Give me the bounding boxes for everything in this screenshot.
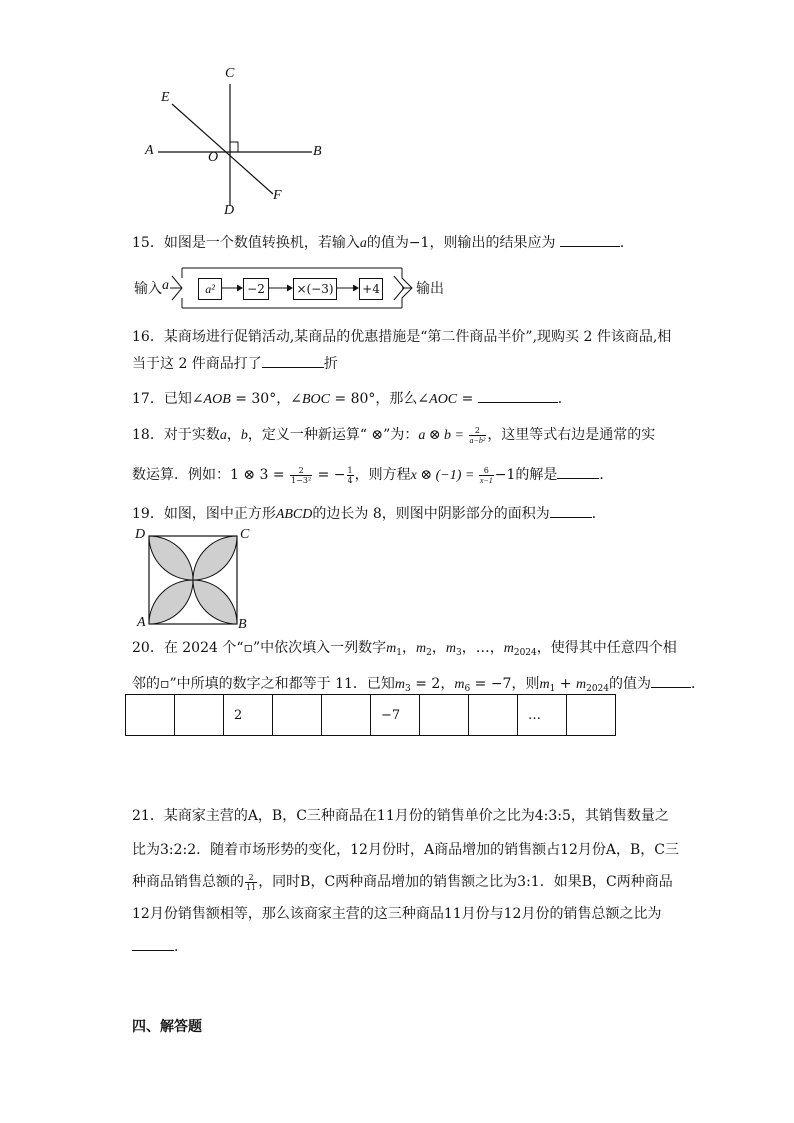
q21-fraction: $\frac{2}{11}$: [246, 872, 257, 892]
sequence-cell: [322, 695, 371, 736]
label-D-square: D: [135, 527, 146, 542]
machine-input-label: 输入: [134, 281, 162, 297]
q15-answer-blank: [560, 232, 620, 247]
step-times-neg3: ×(−3): [293, 278, 337, 300]
q18-example-fraction: $\frac{2}{\text{1−3²}}$: [291, 465, 312, 485]
line-EF: [172, 104, 273, 194]
q17-answer-blank: [478, 388, 558, 403]
q19-answer-blank: [550, 503, 592, 518]
sequence-cell: 2: [224, 695, 273, 736]
question-18: 18．对于实数a，b，定义一种新运算“ ⊗”为：a ⊗ b = $\frac{2}{\text{a−b²}}$ ，这里等式右边是通常的实 数运算．例如：1 ⊗ 3 = $\frac{2}{\text{1−3²}}$ = − $\frac{1}{4}$ ，则方程x ⊗ (−1) = $\frac{6}{x-1}$ −1的解是 ．: [132, 425, 656, 485]
sequence-cell: [273, 695, 322, 736]
question-17: 17．已知∠AOB = 30°，∠BOC = 80°，那么∠AOC = ．: [132, 388, 672, 410]
q18-equation-fraction: $\frac{6}{x-1}$: [479, 465, 493, 485]
sequence-cell: [126, 695, 175, 736]
machine-output-label: 输出: [416, 281, 444, 297]
label-D: D: [224, 203, 235, 218]
q15-number: 15: [132, 235, 150, 251]
question-15: [132, 232, 672, 254]
question-20: 20．在 2024 个“▫”中依次填入一列数字$m_1$，$m_2$，$m_3$，…，$m_{2024}$，使得其中任意四个相 邻的▫”中所填的数字之和都等于 11．已知$m_3 = 2$，$m_6 = -7$，则$m_1 + m_{2024}$的值为 ．: [132, 640, 705, 694]
label-F: F: [273, 188, 282, 203]
sequence-cell: [469, 695, 518, 736]
petal-top-left: [149, 536, 193, 580]
petal-bottom-left: [149, 580, 193, 624]
q16-line2b: 折: [323, 356, 338, 372]
question-21: 21．某商家主营的A，B，C三种商品在11月份的销售单价之比为4:3:5，其销售数量之 比为3:2:2．随着市场形势的变化，12月份时，A商品增加的销售额占12月份A，B，C三 种商品销售总额的 $\frac{2}{11}$ ，同时B，C两种商品增加的销售额之比为3:1．如果B，C两种商品 12月份销售额相等，那么该商家主营的这三种商品11月份与12月份的销售总额之比为 ．: [132, 808, 680, 955]
sequence-cell: [420, 695, 469, 736]
label-B-square: B: [238, 617, 247, 632]
machine-input-var: a: [162, 278, 169, 293]
q16-line1: 16．某商场进行促销活动,某商品的优惠措施是“第二件商品半价”,现购买 2 件该商品,相: [132, 329, 672, 345]
label-O: O: [208, 150, 219, 165]
machine-frame: [132, 264, 452, 310]
label-A-square: A: [137, 615, 146, 630]
step-plus-4: +4: [359, 278, 383, 300]
label-C: C: [225, 66, 235, 81]
q15-value: −1: [408, 235, 430, 251]
right-angle-mark: [230, 142, 238, 152]
q21-answer-blank: [132, 936, 174, 951]
step-square: a²: [198, 278, 222, 300]
q15-text2: 的值为: [366, 235, 409, 251]
question-16: [132, 327, 672, 374]
sequence-cell: −7: [371, 695, 420, 736]
sequence-row: [126, 695, 616, 736]
sequence-cell: …: [518, 695, 567, 736]
step-minus-2: −2: [243, 278, 269, 300]
q18-def-fraction: $\frac{2}{\text{a−b²}}$: [469, 425, 486, 445]
section-heading: 四、解答题: [132, 1019, 202, 1035]
angle-figure-svg: [140, 66, 340, 226]
petal-top-right: [193, 536, 237, 580]
q18-answer-blank: [557, 464, 599, 479]
petal-bottom-right: [193, 580, 237, 624]
sequence-table: [125, 694, 616, 736]
q15-text3: ，则输出的结果应为: [429, 235, 556, 251]
angle-figure: [140, 66, 340, 226]
q15-end: ．: [619, 235, 634, 251]
label-C-square: C: [240, 527, 250, 542]
conversion-machine: [132, 264, 452, 310]
q20-answer-blank: [651, 673, 691, 688]
square-figure: [132, 527, 262, 631]
sequence-cell: [175, 695, 224, 736]
q15-text: ．如图是一个数值转换机，若输入: [149, 235, 360, 251]
label-A: A: [145, 143, 154, 158]
q16-line2a: 当于这 2 件商品打了: [132, 356, 262, 372]
q15-var: a: [359, 236, 367, 251]
label-B: B: [313, 144, 322, 159]
label-E: E: [161, 90, 170, 105]
sequence-cell: [567, 695, 616, 736]
q16-answer-blank: [262, 353, 324, 368]
question-19: 19．如图，图中正方形ABCD的边长为 8，则图中阴影部分的面积为 ．: [132, 503, 672, 525]
